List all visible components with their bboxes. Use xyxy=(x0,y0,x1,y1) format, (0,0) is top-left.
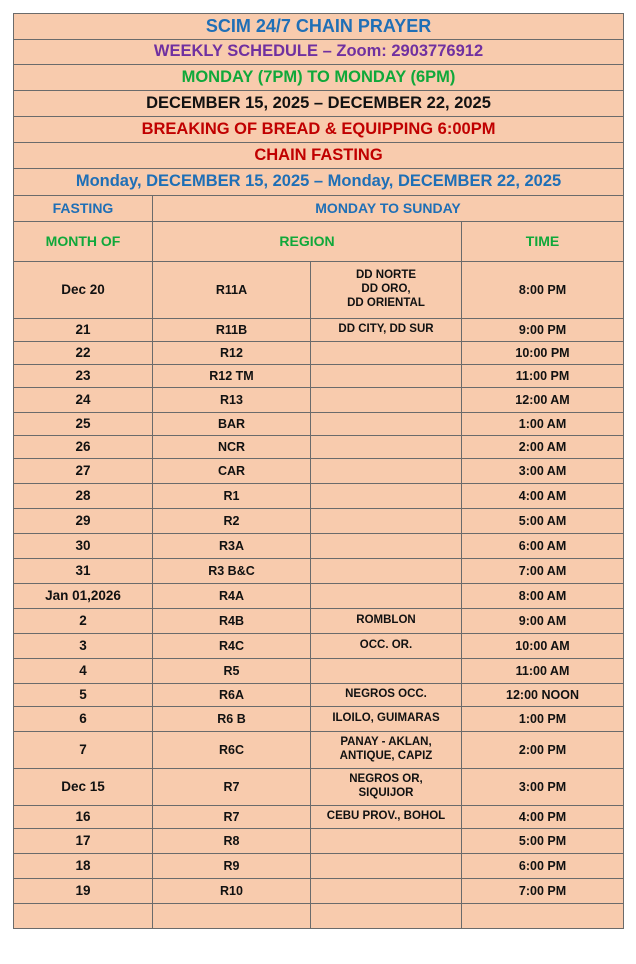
time-cell: 9:00 AM xyxy=(462,609,624,634)
region-cell: R6C xyxy=(153,732,311,769)
time-cell: 10:00 AM xyxy=(462,634,624,659)
region-cell: R13 xyxy=(153,388,311,413)
date-cell: 19 xyxy=(14,879,153,904)
area-cell: OCC. OR. xyxy=(311,634,462,659)
fasting-date-range: Monday, DECEMBER 15, 2025 – Monday, DECEMBER 22, 2025 xyxy=(14,169,624,196)
table-row xyxy=(14,509,624,534)
date-cell: 2 xyxy=(14,609,153,634)
date-cell: 27 xyxy=(14,459,153,484)
date-cell: 25 xyxy=(14,413,153,436)
area-cell: NEGROS OR, SIQUIJOR xyxy=(311,769,462,806)
date-cell: 21 xyxy=(14,319,153,342)
area-cell xyxy=(311,854,462,879)
date-cell: 28 xyxy=(14,484,153,509)
table-row xyxy=(14,459,624,484)
schedule-table xyxy=(13,13,624,929)
area-cell xyxy=(311,659,462,684)
area-cell: ILOILO, GUIMARAS xyxy=(311,707,462,732)
empty-cell xyxy=(462,904,624,929)
region-cell: R12 TM xyxy=(153,365,311,388)
date-cell: 17 xyxy=(14,829,153,854)
empty-cell xyxy=(14,904,153,929)
region-cell: R4B xyxy=(153,609,311,634)
time-cell: 4:00 PM xyxy=(462,806,624,829)
area-cell: CEBU PROV., BOHOL xyxy=(311,806,462,829)
time-cell: 3:00 AM xyxy=(462,459,624,484)
chain-prayer-schedule-sheet xyxy=(13,13,623,929)
region-column-header: REGION xyxy=(153,222,462,262)
breaking-of-bread: BREAKING OF BREAD & EQUIPPING 6:00PM xyxy=(14,117,624,143)
table-row xyxy=(14,829,624,854)
date-cell: Jan 01,2026 xyxy=(14,584,153,609)
region-cell: R6 B xyxy=(153,707,311,732)
time-column-header: TIME xyxy=(462,222,624,262)
time-cell: 3:00 PM xyxy=(462,769,624,806)
table-row xyxy=(14,707,624,732)
empty-row xyxy=(14,904,624,929)
date-cell: 4 xyxy=(14,659,153,684)
date-cell: 18 xyxy=(14,854,153,879)
table-row xyxy=(14,684,624,707)
table-row xyxy=(14,365,624,388)
empty-cell xyxy=(311,904,462,929)
region-cell: R2 xyxy=(153,509,311,534)
time-cell: 7:00 AM xyxy=(462,559,624,584)
area-cell: ROMBLON xyxy=(311,609,462,634)
date-cell: 29 xyxy=(14,509,153,534)
time-cell: 11:00 PM xyxy=(462,365,624,388)
region-cell: R3A xyxy=(153,534,311,559)
table-row xyxy=(14,659,624,684)
date-cell: 22 xyxy=(14,342,153,365)
table-row xyxy=(14,854,624,879)
area-cell xyxy=(311,342,462,365)
date-cell: 31 xyxy=(14,559,153,584)
date-cell: 23 xyxy=(14,365,153,388)
date-cell: 5 xyxy=(14,684,153,707)
table-row xyxy=(14,319,624,342)
region-cell: R7 xyxy=(153,806,311,829)
region-cell: R8 xyxy=(153,829,311,854)
time-cell: 6:00 AM xyxy=(462,534,624,559)
area-cell xyxy=(311,534,462,559)
area-cell xyxy=(311,829,462,854)
region-cell: R5 xyxy=(153,659,311,684)
area-cell: DD CITY, DD SUR xyxy=(311,319,462,342)
date-cell: 30 xyxy=(14,534,153,559)
area-cell xyxy=(311,388,462,413)
time-cell: 5:00 PM xyxy=(462,829,624,854)
date-cell: Dec 15 xyxy=(14,769,153,806)
region-cell: R9 xyxy=(153,854,311,879)
table-row xyxy=(14,609,624,634)
table-row xyxy=(14,262,624,319)
time-cell: 12:00 AM xyxy=(462,388,624,413)
region-cell: R3 B&C xyxy=(153,559,311,584)
table-row xyxy=(14,584,624,609)
time-cell: 9:00 PM xyxy=(462,319,624,342)
area-cell xyxy=(311,365,462,388)
table-row xyxy=(14,342,624,365)
date-cell: Dec 20 xyxy=(14,262,153,319)
date-cell: 3 xyxy=(14,634,153,659)
time-cell: 8:00 AM xyxy=(462,584,624,609)
region-cell: NCR xyxy=(153,436,311,459)
table-row xyxy=(14,534,624,559)
region-cell: R6A xyxy=(153,684,311,707)
weekly-zoom-line: WEEKLY SCHEDULE – Zoom: 2903776912 xyxy=(14,40,624,65)
time-cell: 12:00 NOON xyxy=(462,684,624,707)
time-cell: 1:00 PM xyxy=(462,707,624,732)
date-cell: 24 xyxy=(14,388,153,413)
table-row xyxy=(14,388,624,413)
chain-fasting-heading: CHAIN FASTING xyxy=(14,143,624,169)
region-cell: R11B xyxy=(153,319,311,342)
time-cell: 4:00 AM xyxy=(462,484,624,509)
table-row xyxy=(14,484,624,509)
region-cell: R7 xyxy=(153,769,311,806)
region-cell: R10 xyxy=(153,879,311,904)
time-cell: 11:00 AM xyxy=(462,659,624,684)
empty-cell xyxy=(153,904,311,929)
table-row xyxy=(14,559,624,584)
area-cell: PANAY - AKLAN, ANTIQUE, CAPIZ xyxy=(311,732,462,769)
date-cell: 6 xyxy=(14,707,153,732)
time-cell: 6:00 PM xyxy=(462,854,624,879)
area-cell xyxy=(311,459,462,484)
time-cell: 2:00 AM xyxy=(462,436,624,459)
region-cell: R1 xyxy=(153,484,311,509)
date-range: DECEMBER 15, 2025 – DECEMBER 22, 2025 xyxy=(14,91,624,117)
fasting-column-header: FASTING xyxy=(14,196,153,222)
table-row xyxy=(14,769,624,806)
area-cell: DD NORTE DD ORO, DD ORIENTAL xyxy=(311,262,462,319)
region-cell: R4A xyxy=(153,584,311,609)
region-cell: R11A xyxy=(153,262,311,319)
area-cell xyxy=(311,879,462,904)
time-cell: 5:00 AM xyxy=(462,509,624,534)
region-cell: R12 xyxy=(153,342,311,365)
table-row xyxy=(14,634,624,659)
region-cell: R4C xyxy=(153,634,311,659)
area-cell xyxy=(311,584,462,609)
region-cell: BAR xyxy=(153,413,311,436)
time-cell: 7:00 PM xyxy=(462,879,624,904)
area-cell xyxy=(311,509,462,534)
date-cell: 7 xyxy=(14,732,153,769)
area-cell xyxy=(311,559,462,584)
region-cell: CAR xyxy=(153,459,311,484)
table-row xyxy=(14,732,624,769)
time-cell: 2:00 PM xyxy=(462,732,624,769)
area-cell xyxy=(311,436,462,459)
area-cell xyxy=(311,484,462,509)
table-row xyxy=(14,879,624,904)
date-cell: 16 xyxy=(14,806,153,829)
schedule-span: MONDAY (7PM) TO MONDAY (6PM) xyxy=(14,65,624,91)
time-cell: 8:00 PM xyxy=(462,262,624,319)
days-column-header: MONDAY TO SUNDAY xyxy=(153,196,624,222)
table-row xyxy=(14,436,624,459)
date-cell: 26 xyxy=(14,436,153,459)
time-cell: 10:00 PM xyxy=(462,342,624,365)
table-row xyxy=(14,413,624,436)
time-cell: 1:00 AM xyxy=(462,413,624,436)
area-cell xyxy=(311,413,462,436)
table-row xyxy=(14,806,624,829)
page-title: SCIM 24/7 CHAIN PRAYER xyxy=(14,14,624,40)
area-cell: NEGROS OCC. xyxy=(311,684,462,707)
month-of-column-header: MONTH OF xyxy=(14,222,153,262)
